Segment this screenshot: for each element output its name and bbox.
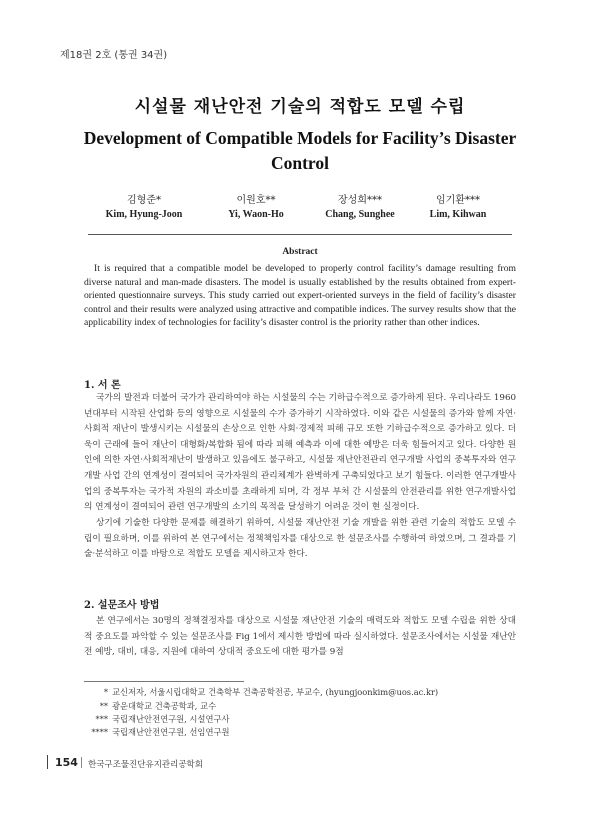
author-2 <box>212 191 300 220</box>
author-english-name: Kim, Hyung-Joon <box>105 209 183 220</box>
author-3 <box>312 191 408 220</box>
english-title: Development of Compatible Models for Facility’s Disaster Control <box>83 128 517 173</box>
header-divider <box>88 234 512 235</box>
footnote-2 <box>84 700 216 712</box>
korean-title: 시설물 재난안전 기술의 적합도 모델 수립 <box>134 97 466 117</box>
author-korean-name: 이원호** <box>236 195 276 206</box>
author-korean-name: 임기환*** <box>436 195 480 206</box>
footnote-text: 교신저자, 서울시립대학교 건축학부 건축공학전공, 부교수, (hyungjoonkim@uos.ac.kr) <box>112 687 439 697</box>
footer-marker <box>47 755 48 769</box>
footnote-text: 국립재난안전연구원, 선임연구원 <box>112 727 230 737</box>
survey-paragraph-1: 본 연구에서는 30명의 정책결정자를 대상으로 시설물 재난안전 기술의 매력도와 적합도 모델 수립을 위한 상대적 중요도를 파악할 수 있는 설문조사를 Fig 1에서 제시한 방법에 따라 실시하였다. 설문조사에서는 시설물 재난안전 예방, 대비, 대응, 지원에 대하여 상대적 중요도에 대한 평가를 9점 <box>84 616 516 658</box>
footer-separator <box>81 757 82 768</box>
intro-paragraph-2: 상기에 기술한 다양한 문제를 해결하기 위하여, 시설물 재난안전 기술 개발을 위한 관련 기술의 적합도 모델 수립이 필요하며, 이를 위하여 본 연구에서는 정책책임자를 대상으로 한 설문조사를 수행하여 하였으며, 그 결과를 기술·분석하고 이를 바탕으로 적합도 모델을 제시하고자 한다. <box>84 518 516 560</box>
abstract-heading: Abstract <box>282 247 318 257</box>
abstract-text: It is required that a compatible model be developed to properly control facility’s damage resulting from diverse natural and man-made disasters. The model is usually established by the results obtained from expert-oriented questionnaire surveys. This study carried out expert-oriented surveys in the field of facility’s disaster control and their results were analyzed using attractive and compatible indices. The survey results show that the applicability index of technologies for facility’s disaster control is the priority rather than other indices. <box>84 263 516 329</box>
author-korean-name: 김형준* <box>127 195 161 206</box>
footnote-text: 광운대학교 건축공학과, 교수 <box>112 701 217 711</box>
author-1 <box>100 191 188 220</box>
footnote-divider <box>84 681 244 682</box>
footnote-mark: **** <box>91 727 108 737</box>
author-english-name: Chang, Sunghee <box>325 209 395 220</box>
footnote-1 <box>84 686 438 698</box>
footnote-4 <box>84 726 229 738</box>
journal-name: 한국구조물진단유지관리공학회 <box>88 760 203 770</box>
section-heading-survey-method: 2. 설문조사 방법 <box>84 600 160 611</box>
footnote-mark: ** <box>99 701 108 711</box>
footnote-3 <box>84 713 229 725</box>
author-4 <box>418 191 498 220</box>
section-heading-introduction: 1. 서 론 <box>84 380 121 391</box>
footnote-mark: * <box>103 687 108 697</box>
author-korean-name: 장성희*** <box>338 195 382 206</box>
footnote-text: 국립재난안전연구원, 시설연구사 <box>112 714 230 724</box>
footnote-mark: *** <box>95 714 108 724</box>
author-english-name: Yi, Waon-Ho <box>228 209 284 220</box>
page-number: 154 <box>55 756 78 769</box>
author-english-name: Lim, Kihwan <box>429 209 487 220</box>
issue-label: 제18권 2호 (통권 34권) <box>60 50 168 61</box>
intro-paragraph-1: 국가의 발전과 더불어 국가가 관리하여야 하는 시설물의 수는 기하급수적으로 증가하게 된다. 우리나라도 1960년대부터 시작된 산업화 등의 영향으로 시설물의 수가 증가하기 시작하였다. 이와 같은 시설물의 증가와 함께 자연·사회적 재난이 발생시키는 시설물의 손상으로 인한 사회·경제적 피해 규모 또한 기하급수적으로 증가하고 있다. 더욱이 근래에 들어 재난이 대형화/복합화 됨에 따라 피해 예측과 이에 대한 예방은 더욱 힘들어지고 있다. 다양한 원인에 의한 자연·사회적재난이 발생하고 있음에도 불구하고, 시설물 재난안전관리 연구개발 사업의 중복투자와 연구개발 사업 간의 연계성이 결여되어 국가자원의 관리체계가 완벽하게 구축되었다고 보기 힘들다. 이러한 연구개발사업의 중복투자는 국가적 자원의 과소비를 초래하게 되며, 각 정부 부처 간 시설물의 안전관리를 위한 연구개발사업의 연계성이 결여되어 관련 연구개발의 소기의 목적을 달성하기 어려운 것이 현 실정이다. <box>84 393 516 513</box>
